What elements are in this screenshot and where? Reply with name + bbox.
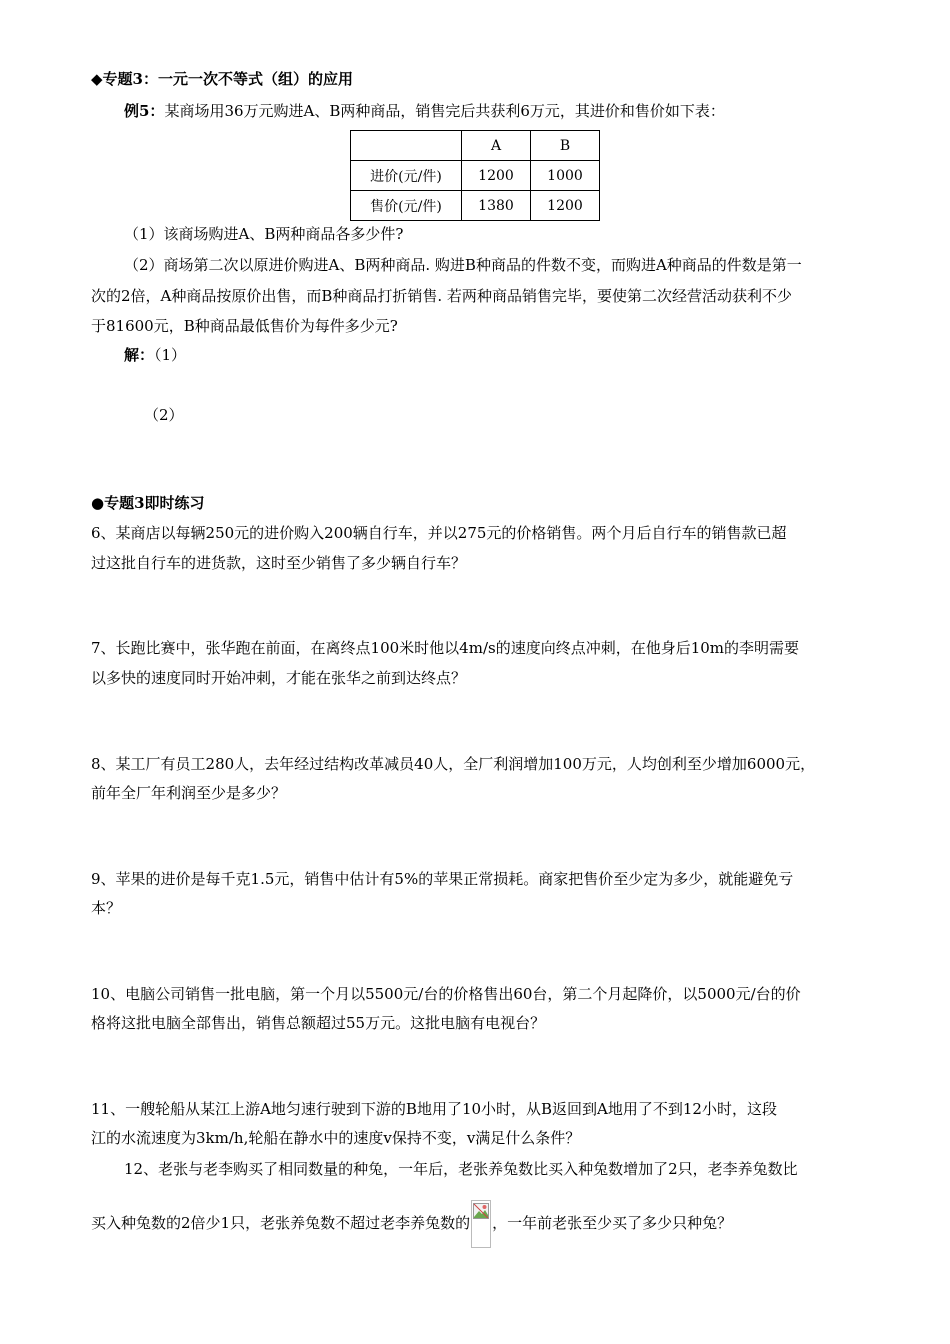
table-header-cell: B — [531, 131, 600, 161]
problem-line: 11、一艘轮船从某江上游A地匀速行驶到下游的B地用了10小时，从B返回到A地用了不到12小时，这段 — [91, 1100, 777, 1118]
example-text: 某商场用36万元购进A、B两种商品，销售完后共获利6万元，其进价和售价如下表： — [164, 102, 725, 120]
problem-12-text: 买入种兔数的2倍少1只，老张养兔数不超过老李养兔数的 — [91, 1214, 471, 1232]
problem-line: 9、苹果的进价是每千克1.5元，销售中估计有5%的苹果正常损耗。商家把售价至少定为多少，就能避免亏 — [91, 870, 794, 888]
table-cell: 1000 — [531, 161, 600, 191]
solution-line — [124, 345, 186, 365]
problem-line: 7、长跑比赛中，张华跑在前面，在离终点100米时他以4m/s的速度向终点冲刺，在他身后10m的李明需要 — [91, 639, 800, 657]
table-row-label: 售价(元/件) — [351, 191, 462, 221]
question-2-line: 于81600元，B种商品最低售价为每件多少元? — [91, 317, 398, 335]
solution-part-2: （2） — [144, 406, 184, 424]
problem-line: 10、电脑公司销售一批电脑，第一个月以5500元/台的价格售出60台，第二个月起降价，以5000元/台的价 — [91, 985, 801, 1003]
problem-line: 格将这批电脑全部售出，销售总额超过55万元。这批电脑有电视台？ — [91, 1014, 546, 1032]
problem-line: 本？ — [91, 899, 122, 917]
table-cell: 1200 — [531, 191, 600, 221]
question-2-line: （2）商场第二次以原进价购进A、B两种商品. 购进B种商品的件数不变，而购进A种商品的件数是第一 — [124, 256, 802, 274]
table-row — [351, 191, 600, 221]
question-2-line: 次的2倍，A种商品按原价出售，而B种商品打折销售. 若两种商品销售完毕，要使第二次经营活动获利不少 — [91, 287, 792, 305]
problem-12-text: ，一年前老张至少买了多少只种兔？ — [492, 1214, 733, 1232]
problem-line: 6、某商店以每辆250元的进价购入200辆自行车，并以275元的价格销售。两个月后自行车的销售款已超 — [91, 524, 787, 542]
example5-line — [124, 101, 725, 121]
table-row-label: 进价(元/件) — [351, 161, 462, 191]
problem-line: 过这批自行车的进货款，这时至少销售了多少辆自行车？ — [91, 554, 467, 572]
problem-line: 8、某工厂有员工280人，去年经过结构改革减员40人，全厂利润增加100万元，人均创利至少增加6000元， — [91, 755, 816, 773]
practice-heading: ●专题3即时练习 — [91, 494, 205, 512]
table-cell: 1380 — [462, 191, 531, 221]
problem-line: 以多快的速度同时开始冲刺，才能在张华之前到达终点？ — [91, 669, 467, 687]
problem-12-line — [91, 1200, 732, 1248]
table-cell: 1200 — [462, 161, 531, 191]
table-header-cell — [351, 131, 462, 161]
problem-12-line: 12、老张与老李购买了相同数量的种兔，一年后，老张养兔数比买入种兔数增加了2只，老李养兔数比 — [124, 1160, 798, 1178]
table-row — [351, 161, 600, 191]
question-1: （1）该商场购进A、B两种商品各多少件? — [124, 225, 404, 243]
problem-line: 江的水流速度为3km/h,轮船在静水中的速度v保持不变，v满足什么条件？ — [91, 1129, 581, 1147]
solution-part-1: （1） — [154, 346, 187, 364]
solution-label: 解： — [124, 346, 155, 364]
topic3-heading: ◆专题3：一元一次不等式（组）的应用 — [91, 70, 353, 88]
example-label: 例5： — [124, 102, 165, 120]
table-header-row — [351, 131, 600, 161]
broken-image-icon — [471, 1200, 491, 1248]
price-table — [350, 130, 600, 221]
problem-line: 前年全厂年利润至少是多少？ — [91, 784, 287, 802]
table-header-cell: A — [462, 131, 531, 161]
